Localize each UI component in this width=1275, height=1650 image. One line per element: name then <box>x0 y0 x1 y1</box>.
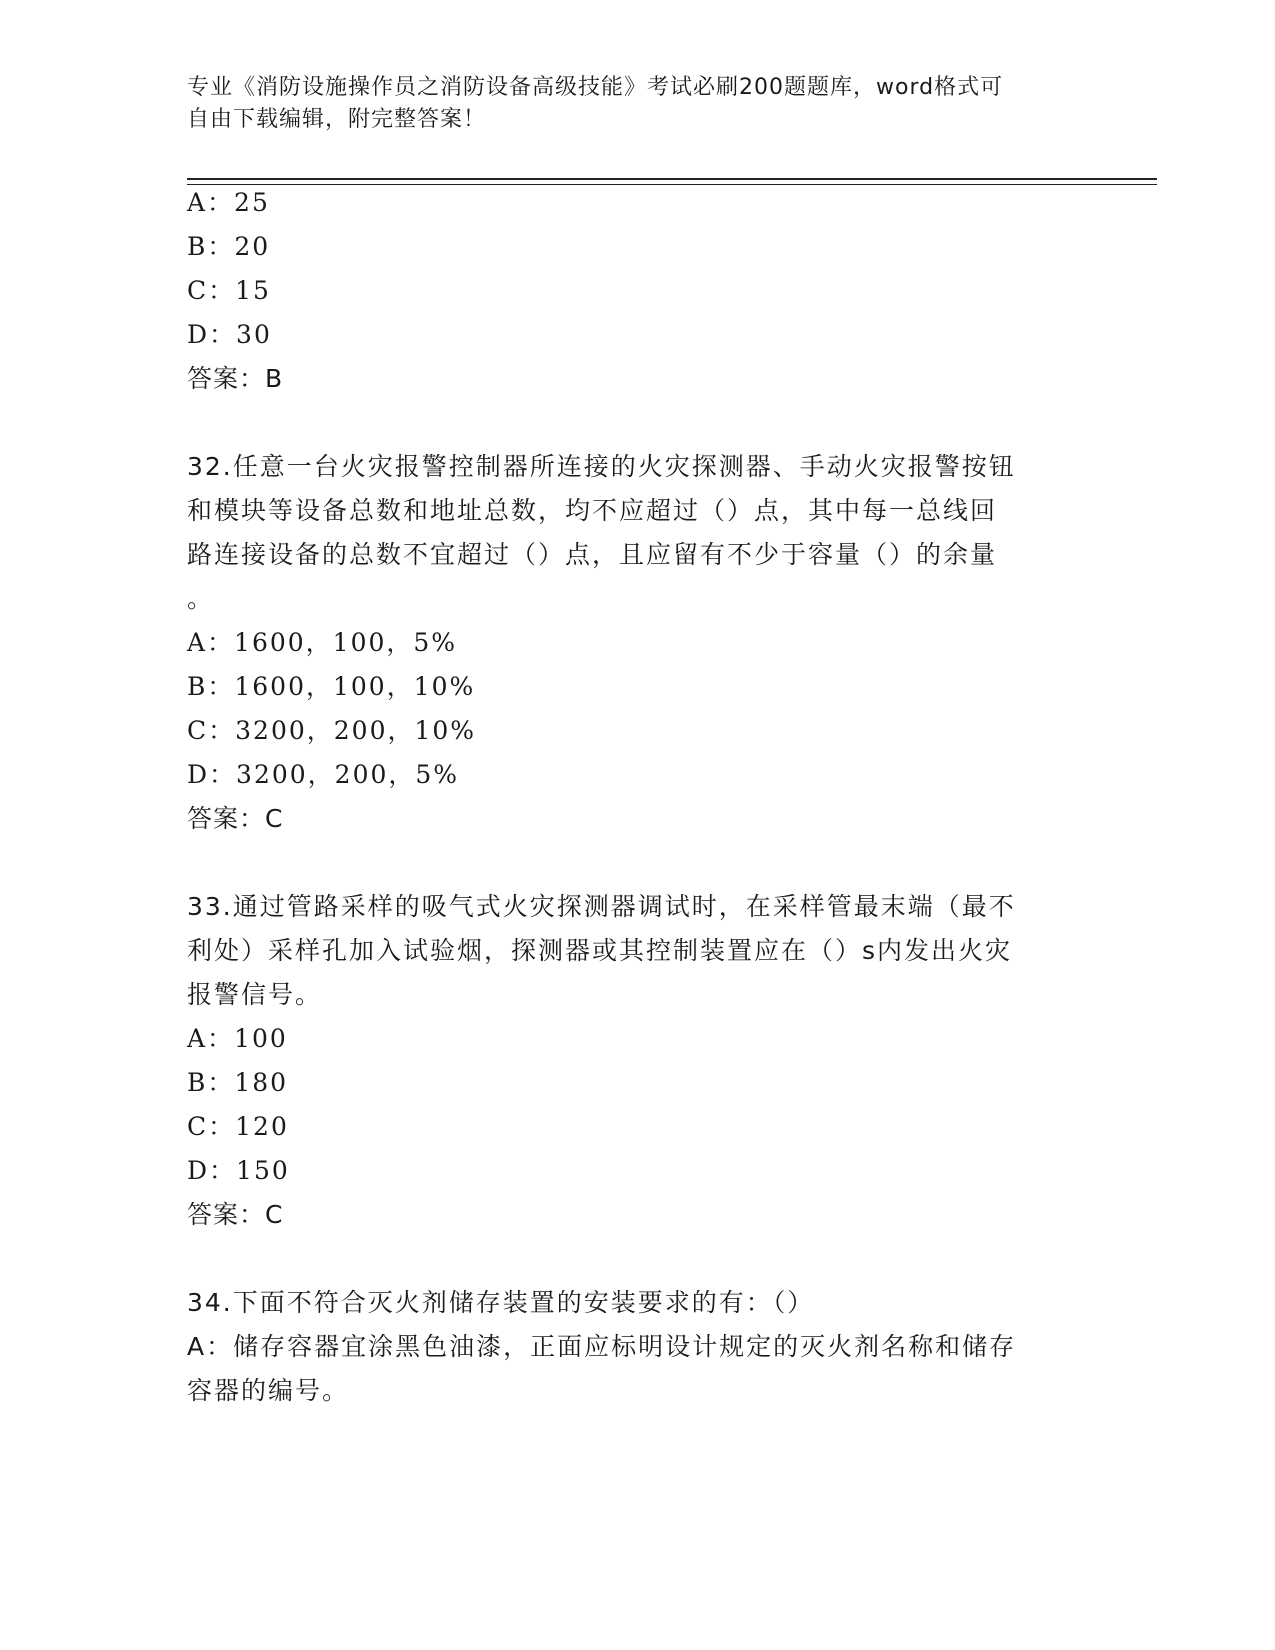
q32-stem-line-2: 和模块等设备总数和地址总数，均不应超过（）点，其中每一总线回 <box>187 496 998 525</box>
q32-answer: 答案：C <box>187 804 284 833</box>
q33-option-d: D：150 <box>187 1156 290 1185</box>
q32-stem-line-4: 。 <box>187 584 215 613</box>
q33-option-b: B：180 <box>187 1068 289 1097</box>
q33-option-a: A：100 <box>187 1024 288 1053</box>
q31-option-d: D：30 <box>187 320 272 349</box>
q31-option-c: C：15 <box>187 276 271 305</box>
q33-option-c: C：120 <box>187 1112 289 1141</box>
q32-stem-line-3: 路连接设备的总数不宜超过（）点，且应留有不少于容量（）的余量 <box>187 540 998 569</box>
q33-stem-line-3: 报警信号。 <box>187 980 323 1009</box>
q34-option-a-line-2: 容器的编号。 <box>187 1376 350 1405</box>
q32-option-a: A：1600，100，5% <box>187 628 458 657</box>
header-line-1: 专业《消防设施操作员之消防设备高级技能》考试必刷200题题库，word格式可 <box>187 75 1004 100</box>
q33-stem-line-2: 利处）采样孔加入试验烟，探测器或其控制装置应在（）s内发出火灾 <box>187 936 1013 965</box>
document-header <box>187 72 1067 136</box>
q32-stem-line-1: 32.任意一台火灾报警控制器所连接的火灾探测器、手动火灾报警按钮 <box>187 452 1016 481</box>
q31-answer: 答案：B <box>187 364 284 393</box>
q32-option-d: D：3200，200，5% <box>187 760 460 789</box>
header-divider-thin <box>187 184 1157 185</box>
q33-stem-line-1: 33.通过管路采样的吸气式火灾探测器调试时，在采样管最末端（最不 <box>187 892 1016 921</box>
q34-stem-line-1: 34.下面不符合灭火剂储存装置的安装要求的有：（） <box>187 1288 815 1317</box>
q31-option-b: B：20 <box>187 232 271 261</box>
q33-answer: 答案：C <box>187 1200 284 1229</box>
q31-option-a: A：25 <box>187 188 270 217</box>
q32-option-b: B：1600，100，10% <box>187 672 476 701</box>
header-divider-thick <box>187 178 1157 180</box>
q32-option-c: C：3200，200，10% <box>187 716 477 745</box>
q34-option-a-line-1: A：储存容器宜涂黑色油漆，正面应标明设计规定的灭火剂名称和储存 <box>187 1332 1017 1361</box>
header-line-2: 自由下载编辑，附完整答案！ <box>187 107 487 132</box>
